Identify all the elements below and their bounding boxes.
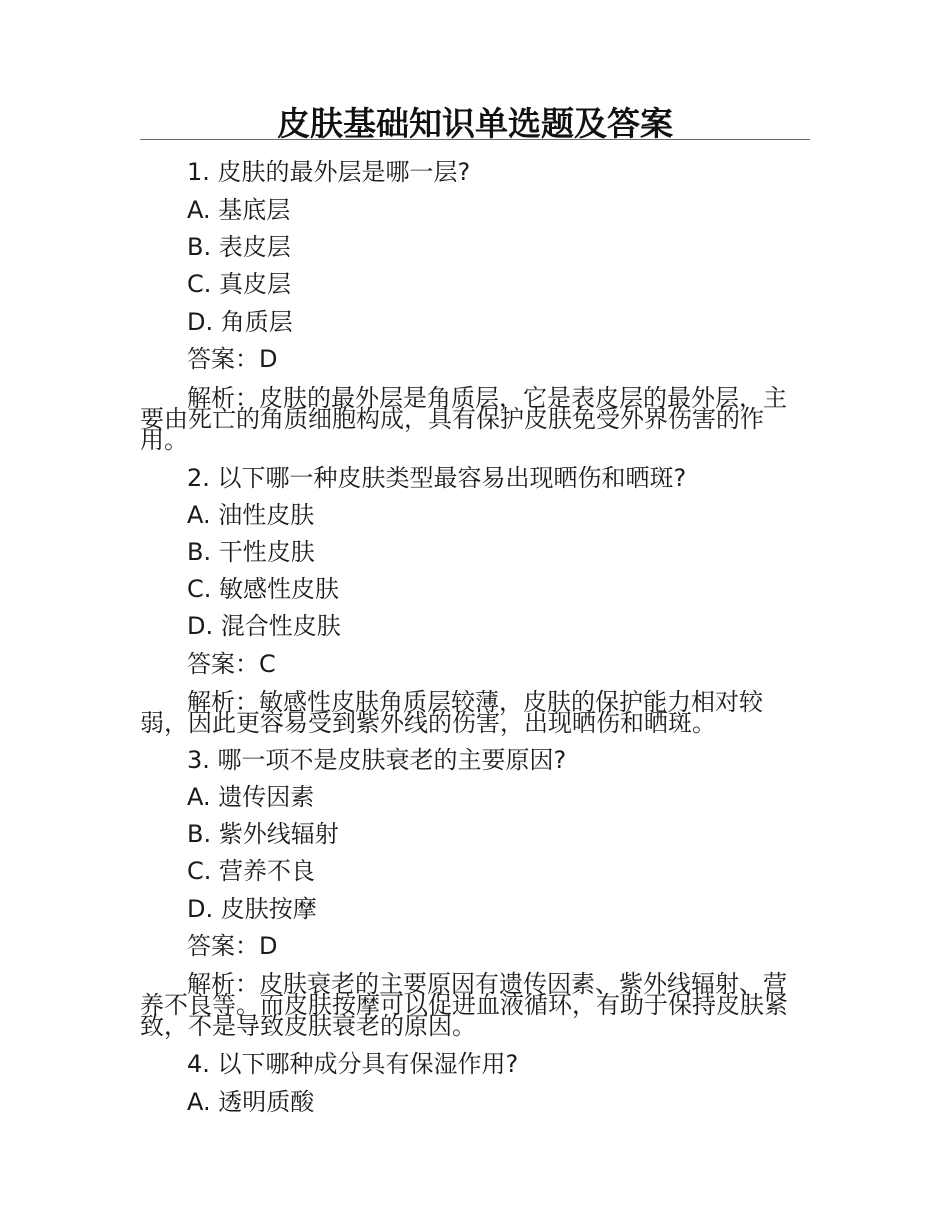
option-c: C. 营养不良 xyxy=(187,857,316,885)
option-a: A. 透明质酸 xyxy=(187,1088,315,1116)
explanation: 解析：敏感性皮肤角质层较薄，皮肤的保护能力相对较弱，因此更容易受到紫外线的伤害，出现晒伤和晒斑。 xyxy=(140,688,763,737)
option-d: D. 角质层 xyxy=(187,308,293,336)
explanation: 解析：皮肤的最外层是角质层，它是表皮层的最外层，主要由死亡的角质细胞构成，具有保护皮肤免受外界伤害的作用。 xyxy=(140,384,787,454)
explanation: 解析：皮肤衰老的主要原因有遗传因素、紫外线辐射、营养不良等。而皮肤按摩可以促进血液循环，有助于保持皮肤紧致，不是导致皮肤衰老的原因。 xyxy=(140,970,788,1040)
option-b: B. 紫外线辐射 xyxy=(187,820,339,848)
option-a: A. 遗传因素 xyxy=(187,783,315,811)
option-b: B. 干性皮肤 xyxy=(187,538,315,566)
question-text: 2. 以下哪一种皮肤类型最容易出现晒伤和晒斑? xyxy=(187,464,687,492)
title-underline xyxy=(140,139,810,140)
page-title: 皮肤基础知识单选题及答案 xyxy=(277,104,673,143)
option-a: A. 油性皮肤 xyxy=(187,501,315,529)
answer: 答案：D xyxy=(187,932,278,960)
answer: 答案：C xyxy=(187,650,276,678)
option-d: D. 混合性皮肤 xyxy=(187,612,341,640)
answer: 答案：D xyxy=(187,345,278,373)
question-text: 4. 以下哪种成分具有保湿作用? xyxy=(187,1050,519,1078)
option-a: A. 基底层 xyxy=(187,196,291,224)
option-b: B. 表皮层 xyxy=(187,233,291,261)
option-c: C. 敏感性皮肤 xyxy=(187,575,340,603)
option-d: D. 皮肤按摩 xyxy=(187,895,317,923)
option-c: C. 真皮层 xyxy=(187,270,292,298)
question-text: 3. 哪一项不是皮肤衰老的主要原因? xyxy=(187,746,567,774)
question-text: 1. 皮肤的最外层是哪一层? xyxy=(187,158,471,186)
